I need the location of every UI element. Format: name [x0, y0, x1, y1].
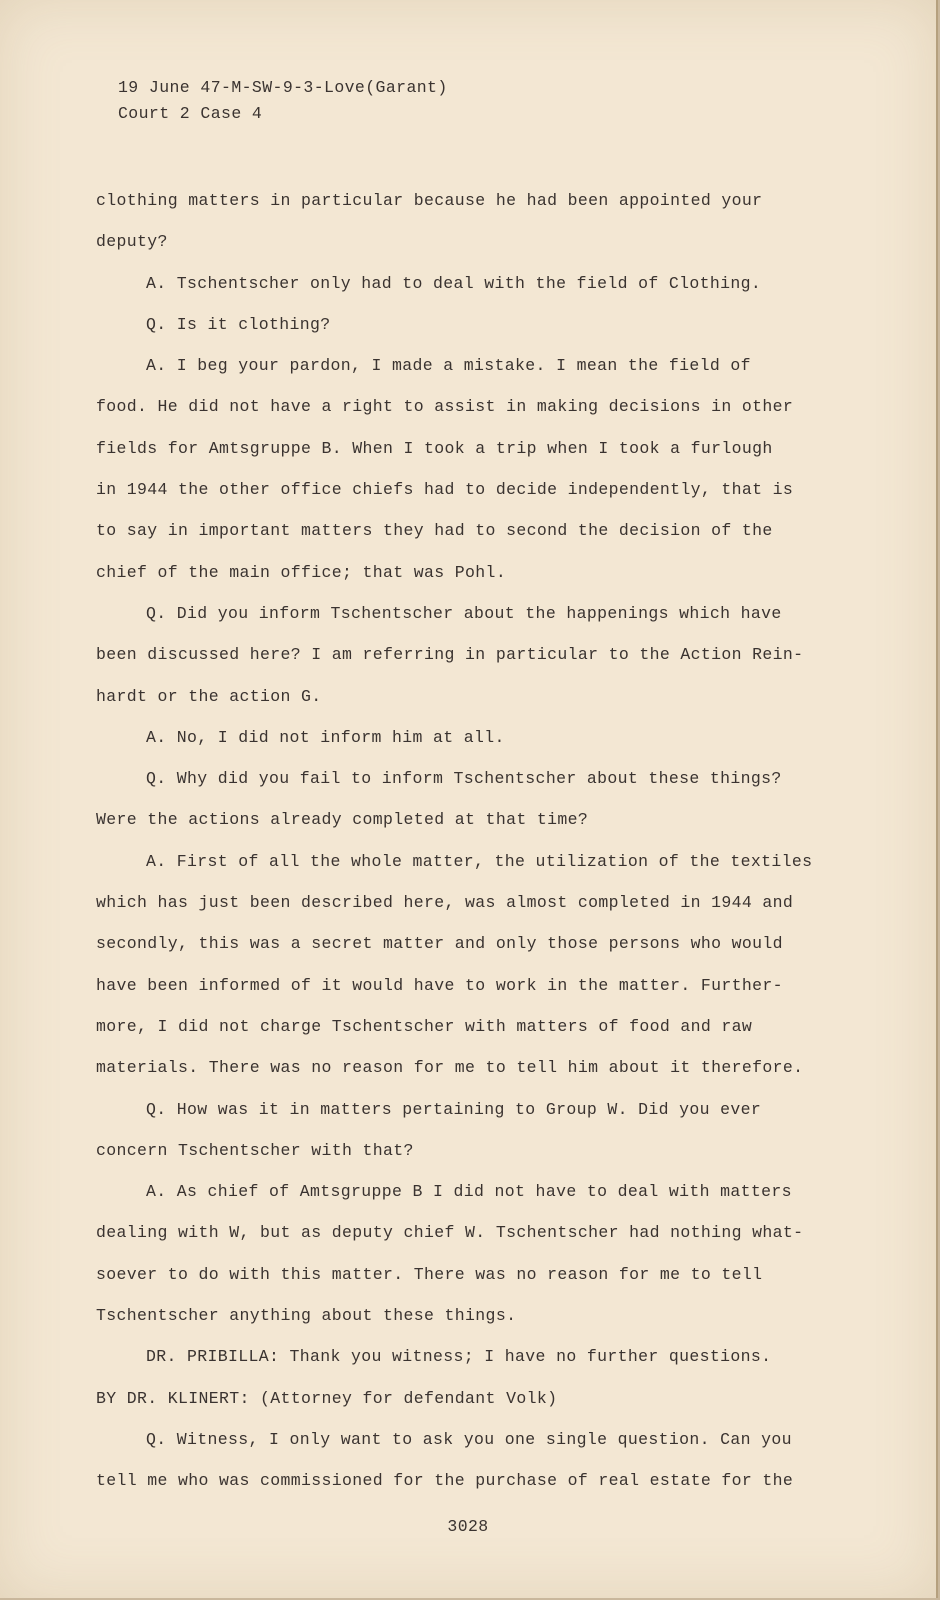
transcript-line: DR. PRIBILLA: Thank you witness; I have no further questions.: [146, 1347, 772, 1367]
transcript-line: clothing matters in particular because he had been appointed your: [96, 191, 763, 210]
transcript-line: A. First of all the whole matter, the utilization of the textiles: [146, 851, 813, 871]
transcript-line: Were the actions already completed at that time?: [96, 810, 589, 830]
transcript-line: materials. There was no reason for me to tell him about it therefore.: [96, 1058, 804, 1078]
transcript-line: A. No, I did not inform him at all.: [146, 727, 505, 747]
transcript-line: Q. Witness, I only want to ask you one single question. Can you: [146, 1429, 792, 1449]
transcript-line: been discussed here? I am referring in particular to the Action Rein-: [96, 645, 804, 665]
transcript-line: fields for Amtsgruppe B. When I took a trip when I took a furlough: [96, 438, 773, 458]
transcript-line: Q. Did you inform Tschentscher about the happenings which have: [146, 603, 782, 623]
transcript-line: BY DR. KLINERT: (Attorney for defendant Volk): [96, 1388, 558, 1408]
transcript-line: chief of the main office; that was Pohl.: [96, 562, 507, 582]
header-court-case-line: Court 2 Case 4: [118, 104, 263, 123]
transcript-line: have been informed of it would have to work in the matter. Further-: [96, 975, 783, 995]
transcript-line: deputy?: [96, 232, 168, 252]
transcript-line: to say in important matters they had to second the decision of the: [96, 521, 773, 541]
transcript-line: concern Tschentscher with that?: [96, 1140, 414, 1160]
transcript-line: Q. How was it in matters pertaining to Group W. Did you ever: [146, 1099, 762, 1119]
header-reference-line: 19 June 47-M-SW-9-3-Love(Garant): [118, 78, 448, 97]
transcript-line: A. As chief of Amtsgruppe B I did not have to deal with matters: [146, 1182, 792, 1202]
transcript-line: A. Tschentscher only had to deal with the field of Clothing.: [146, 273, 762, 293]
transcript-line: secondly, this was a secret matter and only those persons who would: [96, 934, 783, 954]
transcript-line: more, I did not charge Tschentscher with matters of food and raw: [96, 1016, 753, 1036]
transcript-line: Q. Is it clothing?: [146, 314, 331, 334]
transcript-line: soever to do with this matter. There was no reason for me to tell: [96, 1264, 763, 1284]
transcript-line: tell me who was commissioned for the purchase of real estate for the: [96, 1471, 794, 1491]
transcript-line: Q. Why did you fail to inform Tschentscher about these things?: [146, 769, 782, 789]
transcript-line: dealing with W, but as deputy chief W. Tschentscher had nothing what-: [96, 1223, 804, 1243]
transcript-line: food. He did not have a right to assist in making decisions in other: [96, 397, 794, 417]
transcript-body: [96, 180, 856, 1502]
transcript-line: A. I beg your pardon, I made a mistake. I mean the field of: [146, 356, 751, 376]
transcript-line: hardt or the action G.: [96, 686, 322, 706]
transcript-line: which has just been described here, was almost completed in 1944 and: [96, 893, 794, 913]
transcript-line: Tschentscher anything about these things.: [96, 1306, 517, 1326]
page-number: 3028: [447, 1517, 489, 1536]
transcript-line: in 1944 the other office chiefs had to decide independently, that is: [96, 480, 794, 500]
